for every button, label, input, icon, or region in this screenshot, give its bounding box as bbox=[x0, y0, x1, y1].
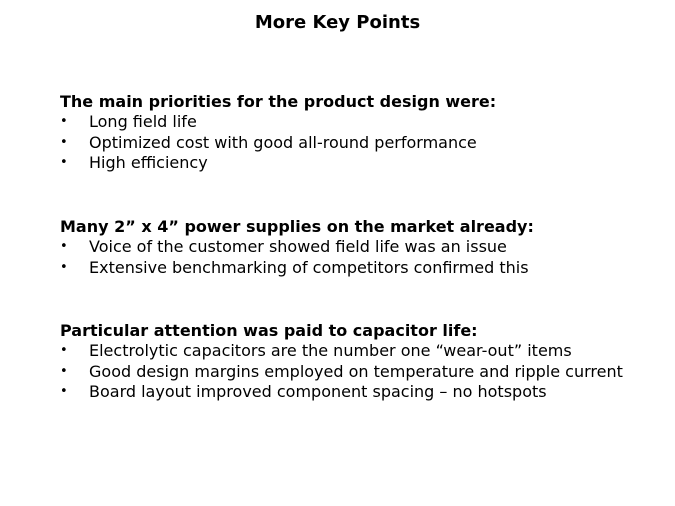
bullet-list bbox=[60, 237, 640, 278]
section-heading: Particular attention was paid to capacitor life: bbox=[60, 321, 478, 340]
bullet-dot-icon: • bbox=[60, 239, 68, 254]
bullet-dot-icon: • bbox=[60, 155, 68, 170]
bullet-text: Extensive benchmarking of competitors confirmed this bbox=[89, 257, 529, 277]
bullet-dot-icon: • bbox=[60, 114, 68, 129]
bullet-text: Voice of the customer showed field life was an issue bbox=[89, 237, 507, 256]
bullet-item bbox=[60, 258, 640, 279]
bullet-text: Board layout improved component spacing – no hotspots bbox=[89, 382, 547, 401]
bullet-item bbox=[60, 153, 640, 174]
bullet-text: Long field life bbox=[89, 112, 197, 131]
bullet-item bbox=[60, 237, 640, 258]
bullet-dot-icon: • bbox=[60, 363, 68, 379]
bullet-list bbox=[60, 341, 640, 403]
bullet-item bbox=[60, 382, 640, 403]
bullet-item bbox=[60, 362, 640, 383]
bullet-item bbox=[60, 112, 640, 133]
slide-title: More Key Points bbox=[254, 12, 421, 33]
bullet-text: High efficiency bbox=[89, 153, 208, 172]
bullet-dot-icon: • bbox=[60, 259, 68, 275]
bullet-item bbox=[60, 341, 640, 362]
section-design-priorities bbox=[60, 91, 640, 174]
bullet-list bbox=[60, 112, 640, 174]
bullet-dot-icon: • bbox=[60, 343, 68, 358]
bullet-text: Electrolytic capacitors are the number one “wear-out” items bbox=[89, 341, 572, 360]
bullet-dot-icon: • bbox=[60, 384, 68, 399]
bullet-item bbox=[60, 133, 640, 154]
bullet-text: Optimized cost with good all-round performance bbox=[89, 132, 477, 152]
section-heading: Many 2” x 4” power supplies on the market already: bbox=[60, 217, 534, 236]
section-heading: The main priorities for the product design were: bbox=[60, 92, 497, 111]
bullet-dot-icon: • bbox=[60, 134, 68, 150]
section-capacitor-life bbox=[60, 320, 640, 403]
section-market bbox=[60, 216, 640, 278]
bullet-text: Good design margins employed on temperature and ripple current bbox=[89, 361, 623, 381]
